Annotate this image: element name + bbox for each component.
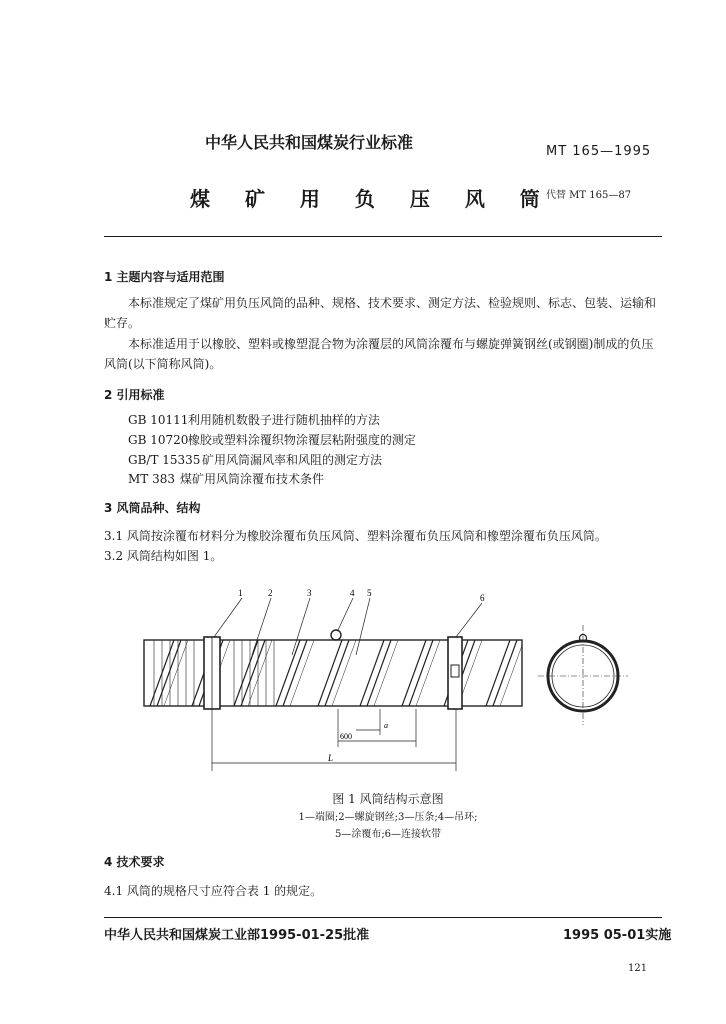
figure-legend-line-2: 5—涂覆布;6—连接软带 [334,829,442,840]
section-4-heading: 4 技术要求 [104,855,165,869]
section-3-heading: 3 风筒品种、结构 [104,501,201,515]
reference-row [128,431,416,448]
reference-code: MT 383 [128,472,176,486]
reference-title: 利用随机数骰子进行随机抽样的方法 [187,413,380,427]
callout-6: 6 [480,593,485,603]
callout-5: 5 [367,588,372,598]
clause-4-1: 4.1 风筒的规格尺寸应符合表 1 的规定。 [104,884,323,898]
approval-line: 中华人民共和国煤炭工业部1995-01-25批准 [104,928,370,943]
callout-1: 1 [238,588,243,598]
figure-legend-line-1: 1—端圈;2—螺旋钢丝;3—压条;4—吊环; [298,812,478,823]
standard-code: MT 165—1995 [546,144,652,159]
reference-code: GB 10720 [128,433,189,447]
callout-3: 3 [307,588,312,598]
header-divider [104,236,662,237]
clause-3-2: 3.2 风筒结构如图 1。 [104,549,223,563]
reference-row [128,470,324,487]
hanging-ring [331,630,341,640]
callout-2: 2 [268,588,273,598]
dimension-a-label: a [384,721,388,730]
reference-row [128,411,380,428]
section-1-heading: 1 主题内容与适用范围 [104,270,225,284]
duct-body [144,640,522,706]
standard-category: 中华人民共和国煤炭行业标准 [205,133,414,152]
footer-divider [104,917,662,918]
page-number: 121 [628,963,648,974]
dimension-L-label: L [328,753,334,763]
callout-4: 4 [350,588,355,598]
replaces-note: 代替 MT 165—87 [546,190,632,201]
section-1-paragraph-2: 本标准适用于以橡胶、塑料或橡塑混合物为涂覆层的风筒涂覆布与螺旋弹簧钢丝(或钢圈)制成的负压风筒(以下简称风筒)。 [104,337,654,371]
section-1-paragraph-1: 本标准规定了煤矿用负压风筒的品种、规格、技术要求、测定方法、检验规则、标志、包装、运输和贮存。 [104,296,657,330]
reference-row [128,451,382,468]
duct-structure-figure [130,585,640,775]
clause-3-1: 3.1 风筒按涂覆布材料分为橡胶涂覆布负压风筒、塑料涂覆布负压风筒和橡塑涂覆布负压风筒。 [104,529,607,543]
reference-title: 橡胶或塑料涂覆织物涂覆层粘附强度的测定 [187,433,416,447]
reference-title: 矿用风筒漏风率和风阻的测定方法 [202,453,383,467]
reference-code: GB/T 15335 [128,453,201,467]
cross-section-view [538,625,628,725]
section-2-heading: 2 引用标准 [104,388,165,402]
reference-code: GB 10111 [128,413,189,427]
effective-date: 1995 05-01实施 [563,928,672,943]
document-title: 煤 矿 用 负 压 风 筒 [190,187,554,211]
connecting-strap [448,637,462,709]
figure-caption: 图 1 风筒结构示意图 [332,792,444,806]
dimension-600-label: 600 [340,732,352,741]
reference-title: 煤矿用风筒涂覆布技术条件 [180,472,325,486]
